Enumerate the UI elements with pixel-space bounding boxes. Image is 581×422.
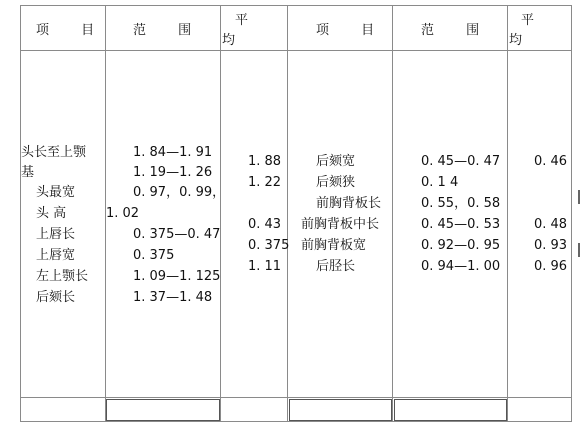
right-item-pronotum-mid-length: 前胸背板中长 bbox=[301, 217, 380, 232]
left-range-4: 0. 375 bbox=[133, 248, 175, 263]
header-item-right: 项 目 bbox=[316, 23, 389, 38]
right-range-3: 0. 45—0. 53 bbox=[421, 217, 501, 232]
right-avg-2: 0. 93 bbox=[534, 238, 568, 253]
right-range-0: 0. 45—0. 47 bbox=[421, 154, 501, 169]
header-avg-right-line2: 均 bbox=[509, 33, 523, 48]
right-item-postmentum-width: 后颏宽 bbox=[316, 154, 356, 169]
right-avg-0: 0. 46 bbox=[534, 154, 568, 169]
right-item-hind-tibia-length: 后胫长 bbox=[316, 259, 356, 274]
header-item-left: 项 目 bbox=[36, 23, 109, 38]
right-range-2: 0. 55，0. 58 bbox=[421, 196, 501, 211]
header-avg-right-line1: 平 bbox=[521, 13, 535, 28]
table-top-border bbox=[20, 5, 571, 6]
col-border-4 bbox=[392, 5, 393, 422]
left-avg-0: 1. 88 bbox=[248, 154, 282, 169]
col-border-3 bbox=[287, 5, 288, 422]
footer-cell-item-right bbox=[289, 399, 392, 421]
col-border-6 bbox=[571, 5, 572, 422]
left-item-left-mandible-length: 左上颚长 bbox=[36, 269, 89, 284]
right-range-4: 0. 92—0. 95 bbox=[421, 238, 501, 253]
left-range-2-cont: 1. 02 bbox=[106, 206, 140, 221]
col-border-0 bbox=[20, 5, 21, 422]
left-avg-3: 0. 375 bbox=[248, 238, 290, 253]
header-range-left: 范 围 bbox=[133, 23, 206, 38]
header-avg-left-line1: 平 bbox=[235, 13, 249, 28]
left-range-5: 1. 09—1. 125 bbox=[133, 269, 221, 284]
col-border-2 bbox=[220, 5, 221, 422]
right-avg-1: 0. 48 bbox=[534, 217, 568, 232]
footer-separator bbox=[20, 397, 571, 398]
left-avg-2: 0. 43 bbox=[248, 217, 282, 232]
footer-cell-range-left bbox=[106, 399, 220, 421]
left-avg-4: 1. 11 bbox=[248, 259, 282, 274]
left-item-head-to-mandible: 头长至上颚 bbox=[21, 145, 87, 160]
right-item-postmentum-narrow: 后颏狭 bbox=[316, 175, 356, 190]
left-range-0: 1. 84—1. 91 bbox=[133, 145, 213, 160]
right-item-pronotum-width: 前胸背板宽 bbox=[301, 238, 367, 253]
left-avg-1: 1. 22 bbox=[248, 175, 282, 190]
right-avg-3: 0. 96 bbox=[534, 259, 568, 274]
edge-mark-top bbox=[578, 190, 580, 204]
right-range-1: 0. 1 4 bbox=[421, 175, 459, 190]
right-range-5: 0. 94—1. 00 bbox=[421, 259, 501, 274]
header-avg-left-line2: 均 bbox=[222, 33, 236, 48]
col-border-5 bbox=[507, 5, 508, 422]
left-item-labrum-length: 上唇长 bbox=[36, 227, 76, 242]
left-item-head-height: 头 高 bbox=[36, 206, 67, 221]
left-item-labrum-width: 上唇宽 bbox=[36, 248, 76, 263]
edge-mark-bottom bbox=[578, 243, 580, 257]
left-item-head-max-width: 头最宽 bbox=[36, 185, 76, 200]
left-item-postmentum-length: 后颏长 bbox=[36, 290, 76, 305]
right-item-pronotum-length: 前胸背板长 bbox=[316, 196, 382, 211]
left-item-head-to-mandible-cont: 基 bbox=[21, 165, 35, 180]
left-range-2: 0. 97，0. 99， bbox=[133, 185, 226, 200]
footer-cell-range-right bbox=[394, 399, 507, 421]
left-range-3: 0. 375—0. 47 bbox=[133, 227, 221, 242]
left-range-6: 1. 37—1. 48 bbox=[133, 290, 213, 305]
header-range-right: 范 围 bbox=[421, 23, 494, 38]
left-range-1: 1. 19—1. 26 bbox=[133, 165, 213, 180]
header-separator bbox=[20, 50, 571, 51]
